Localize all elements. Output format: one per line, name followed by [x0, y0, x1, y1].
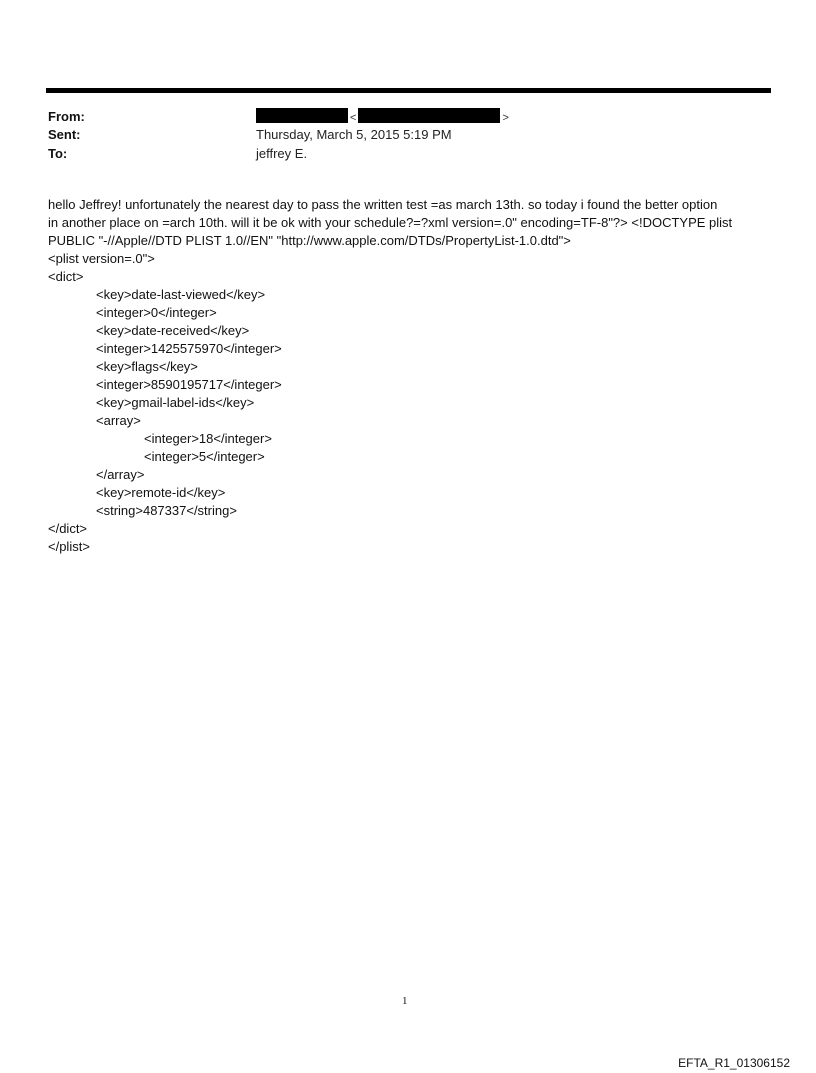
plist-line: <key>flags</key> — [96, 359, 198, 374]
page-number: 1 — [402, 995, 408, 1007]
plist-line: </array> — [96, 467, 145, 482]
from-row — [48, 107, 748, 126]
from-label: From: — [48, 109, 85, 124]
plist-line: <array> — [96, 413, 141, 428]
plist-line: <integer>8590195717</integer> — [96, 377, 282, 392]
plist-line: <key>remote-id</key> — [96, 485, 226, 500]
to-label: To: — [48, 146, 68, 161]
plist-line: </dict> — [48, 521, 88, 536]
plist-line: <plist version=.0"> — [48, 251, 155, 266]
body-paragraph-line: in another place on =arch 10th. will it be ok with your schedule?=?xml version=.0" encoding=TF-8"?> <!DOCTYPE plist — [48, 215, 733, 230]
plist-line: <integer>0</integer> — [96, 305, 217, 320]
plist-line: <integer>1425575970</integer> — [96, 341, 282, 356]
plist-line: <key>date-last-viewed</key> — [96, 287, 266, 302]
document-id: EFTA_R1_01306152 — [678, 1056, 790, 1070]
from-open-bracket: < — [350, 112, 357, 124]
from-close-bracket: > — [502, 112, 509, 124]
to-value: jeffrey E. — [256, 146, 308, 161]
plist-line: </plist> — [48, 539, 90, 554]
body-paragraph-line: PUBLIC "-//Apple//DTD PLIST 1.0//EN" "http://www.apple.com/DTDs/PropertyList-1.0.dtd"> — [48, 233, 571, 248]
sent-value: Thursday, March 5, 2015 5:19 PM — [256, 127, 452, 142]
to-row — [48, 144, 748, 163]
email-body — [48, 196, 768, 556]
plist-line: <dict> — [48, 269, 84, 284]
plist-line: <integer>18</integer> — [144, 431, 272, 446]
redacted-sender-name — [256, 108, 348, 123]
header-rule — [46, 88, 771, 93]
sent-row — [48, 125, 748, 144]
sent-label: Sent: — [48, 127, 81, 142]
body-paragraph-line: hello Jeffrey! unfortunately the nearest day to pass the written test =as march 13th. so today i found the better option — [48, 197, 718, 212]
plist-line: <string>487337</string> — [96, 503, 237, 518]
plist-line: <key>gmail-label-ids</key> — [96, 395, 255, 410]
plist-line: <integer>5</integer> — [144, 449, 265, 464]
plist-line: <key>date-received</key> — [96, 323, 250, 338]
redacted-sender-email — [358, 108, 500, 123]
